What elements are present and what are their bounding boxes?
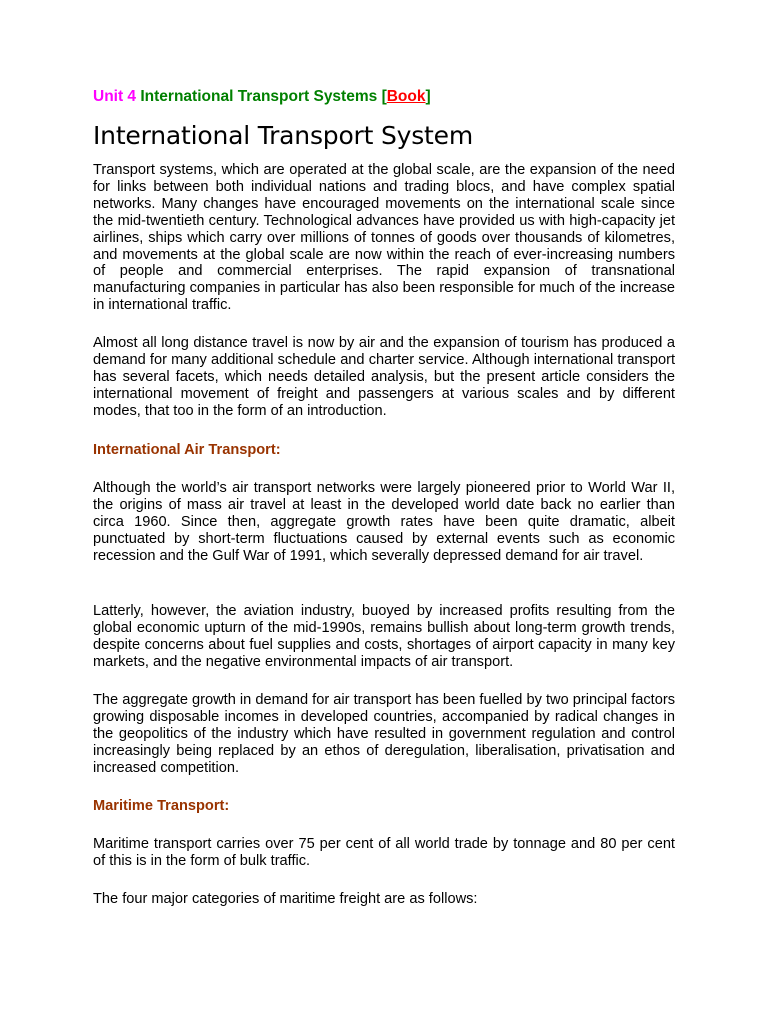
intro-paragraph-1: Transport systems, which are operated at the global scale, are the expansion of the need for links between both individual nations and trading blocs, and have complex spatial networks. Many changes have encouraged movements on the international scale since the mid-twentieth century. Technological advances have provided us with high-capacity jet airlines, ships which carry over millions of tonnes of goods over thousands of kilometres, and movements at the global scale are now within the reach of ever-increasing numbers of people and commercial enterprises. The rapid expansion of transnational manufacturing companies in particular has also been responsible for much of the increase in international traffic. [93,162,675,314]
intro-paragraph-2: Almost all long distance travel is now by air and the expansion of tourism has produced a demand for many additional schedule and charter service. Although international transport has several facets, which needs detailed analysis, but the present article considers the international movement of freight and passengers at various scales and by different modes, that too in the form of an introduction. [93,335,675,419]
air-transport-paragraph-1: Although the world’s air transport networks were largely pioneered prior to World War II, the origins of mass air travel at least in the developed world date back no earlier than circa 1960. Since then, aggregate growth rates have been quite dramatic, albeit punctuated by short-term fluctuations caused by external events such as economic recession and the Gulf War of 1991, which severally depressed demand for air travel. [93,480,675,564]
document-title: International Transport System [93,121,473,150]
unit-title: International Transport Systems [140,88,378,105]
air-transport-paragraph-2: Latterly, however, the aviation industry, buoyed by increased profits resulting from the global economic upturn of the mid-1990s, remains bullish about long-term growth trends, despite concerns about fuel supplies and costs, shortages of airport capacity in many key markets, and the negative environmental impacts of air transport. [93,603,675,670]
section-heading-air-transport: International Air Transport: [93,442,281,458]
maritime-paragraph-1: Maritime transport carries over 75 per cent of all world trade by tonnage and 80 per cent of this is in the form of bulk traffic. [93,836,675,869]
bracket-open: [ [381,88,387,105]
bracket-close: ] [425,88,431,105]
unit-label: Unit 4 [93,88,137,105]
air-transport-paragraph-3: The aggregate growth in demand for air transport has been fuelled by two principal factors growing disposable incomes in developed countries, accompanied by radical changes in the geopolitics of the industry which have resulted in government regulation and control increasingly being replaced by an ethos of deregulation, liberalisation, privatisation and increased competition. [93,692,675,776]
book-link[interactable]: Book [386,88,426,105]
section-heading-maritime-transport: Maritime Transport: [93,798,230,814]
unit-header [93,87,431,107]
maritime-paragraph-2: The four major categories of maritime freight are as follows: [93,891,478,907]
